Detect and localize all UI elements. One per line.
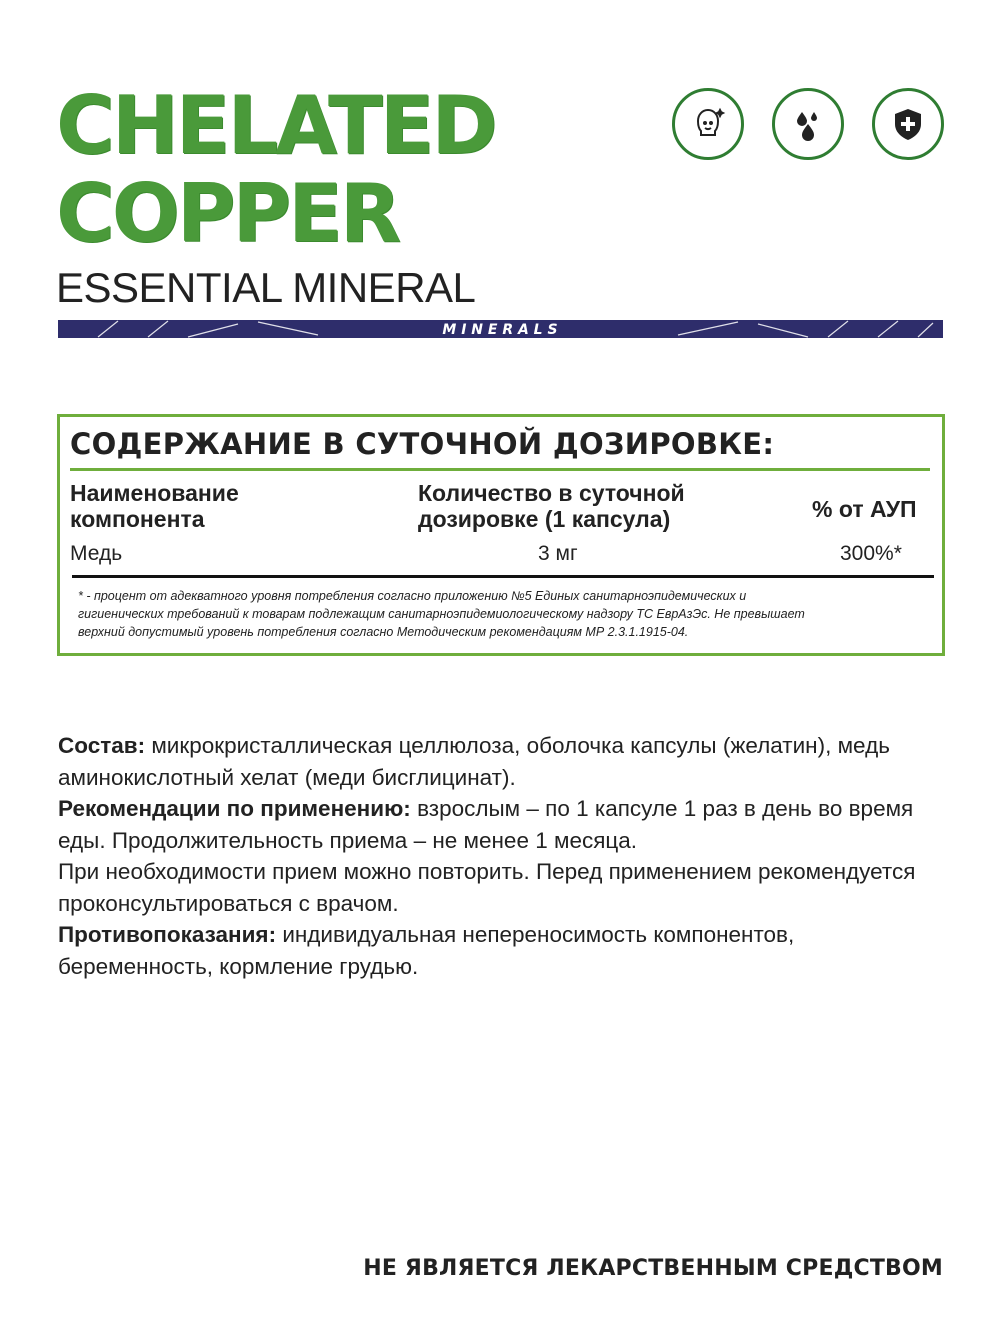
table-divider (72, 575, 934, 578)
footnote-line3: верхний допустимый уровень потребления согласно Методическим рекомендациям МР 2.3.1.1915-04. (78, 625, 689, 639)
composition-text: микрокристаллическая целлюлоза, оболочка капсулы (желатин), медь аминокислотный хелат (меди бисглицинат). (58, 733, 890, 790)
row-name: Медь (70, 542, 123, 565)
header-amount-line1: Количество в суточной (418, 480, 685, 506)
drops-icon (772, 88, 844, 160)
not-medicine-notice: НЕ ЯВЛЯЕТСЯ ЛЕКАРСТВЕННЫМ СРЕДСТВОМ (363, 1256, 943, 1281)
header-amount (418, 480, 685, 532)
minerals-band (58, 320, 943, 338)
feature-icons (672, 88, 944, 160)
footnote-line2: гигиенических требований к товарам подлежащим санитарноэпидемиологическому надзору ТС ЕврАзЭс. Не превышает (78, 607, 805, 621)
title-line-1: CHELATED (56, 79, 495, 172)
beauty-face-icon (672, 88, 744, 160)
title-divider (70, 468, 930, 471)
title-line-2: COPPER (56, 167, 399, 260)
shield-cross-icon (872, 88, 944, 160)
composition-label: Состав: (58, 733, 146, 758)
band-text: M I N E R A L S (442, 322, 558, 338)
footnote (78, 587, 928, 641)
composition-paragraph (58, 730, 948, 793)
recommend-text: взрослым – по 1 капсуле 1 раз в день во время еды. Продолжительность приема – не менее 1 месяца. (58, 796, 914, 853)
contra-label: Противопоказания: (58, 922, 277, 947)
contra-text: индивидуальная непереносимость компонентов, беременность, кормление грудью. (58, 922, 795, 979)
product-info (58, 730, 948, 982)
header-component-line2: компонента (70, 506, 205, 532)
header-amount-line2: дозировке (1 капсула) (418, 506, 671, 532)
dosage-table (57, 414, 945, 656)
recommend-paragraph (58, 793, 948, 856)
header-component-line1: Наименование (70, 480, 239, 506)
row-amount: 3 мг (538, 542, 578, 565)
footnote-line1: * - процент от адекватного уровня потребления согласно приложению №5 Единых санитарноэпидемических и (78, 589, 747, 603)
dosage-title: СОДЕРЖАНИЕ В СУТОЧНОЙ ДОЗИРОВКЕ: (70, 427, 775, 461)
contra-paragraph (58, 919, 948, 982)
row-percent: 300%* (840, 542, 902, 565)
recommend-paragraph-2: При необходимости прием можно повторить. Перед применением рекомендуется проконсультироваться с врачом. (58, 859, 916, 916)
header-percent: % от АУП (812, 496, 917, 522)
header-component (70, 480, 239, 532)
recommend-label: Рекомендации по применению: (58, 796, 411, 821)
product-title (56, 79, 495, 260)
product-subtitle: ESSENTIAL MINERAL (56, 264, 476, 311)
